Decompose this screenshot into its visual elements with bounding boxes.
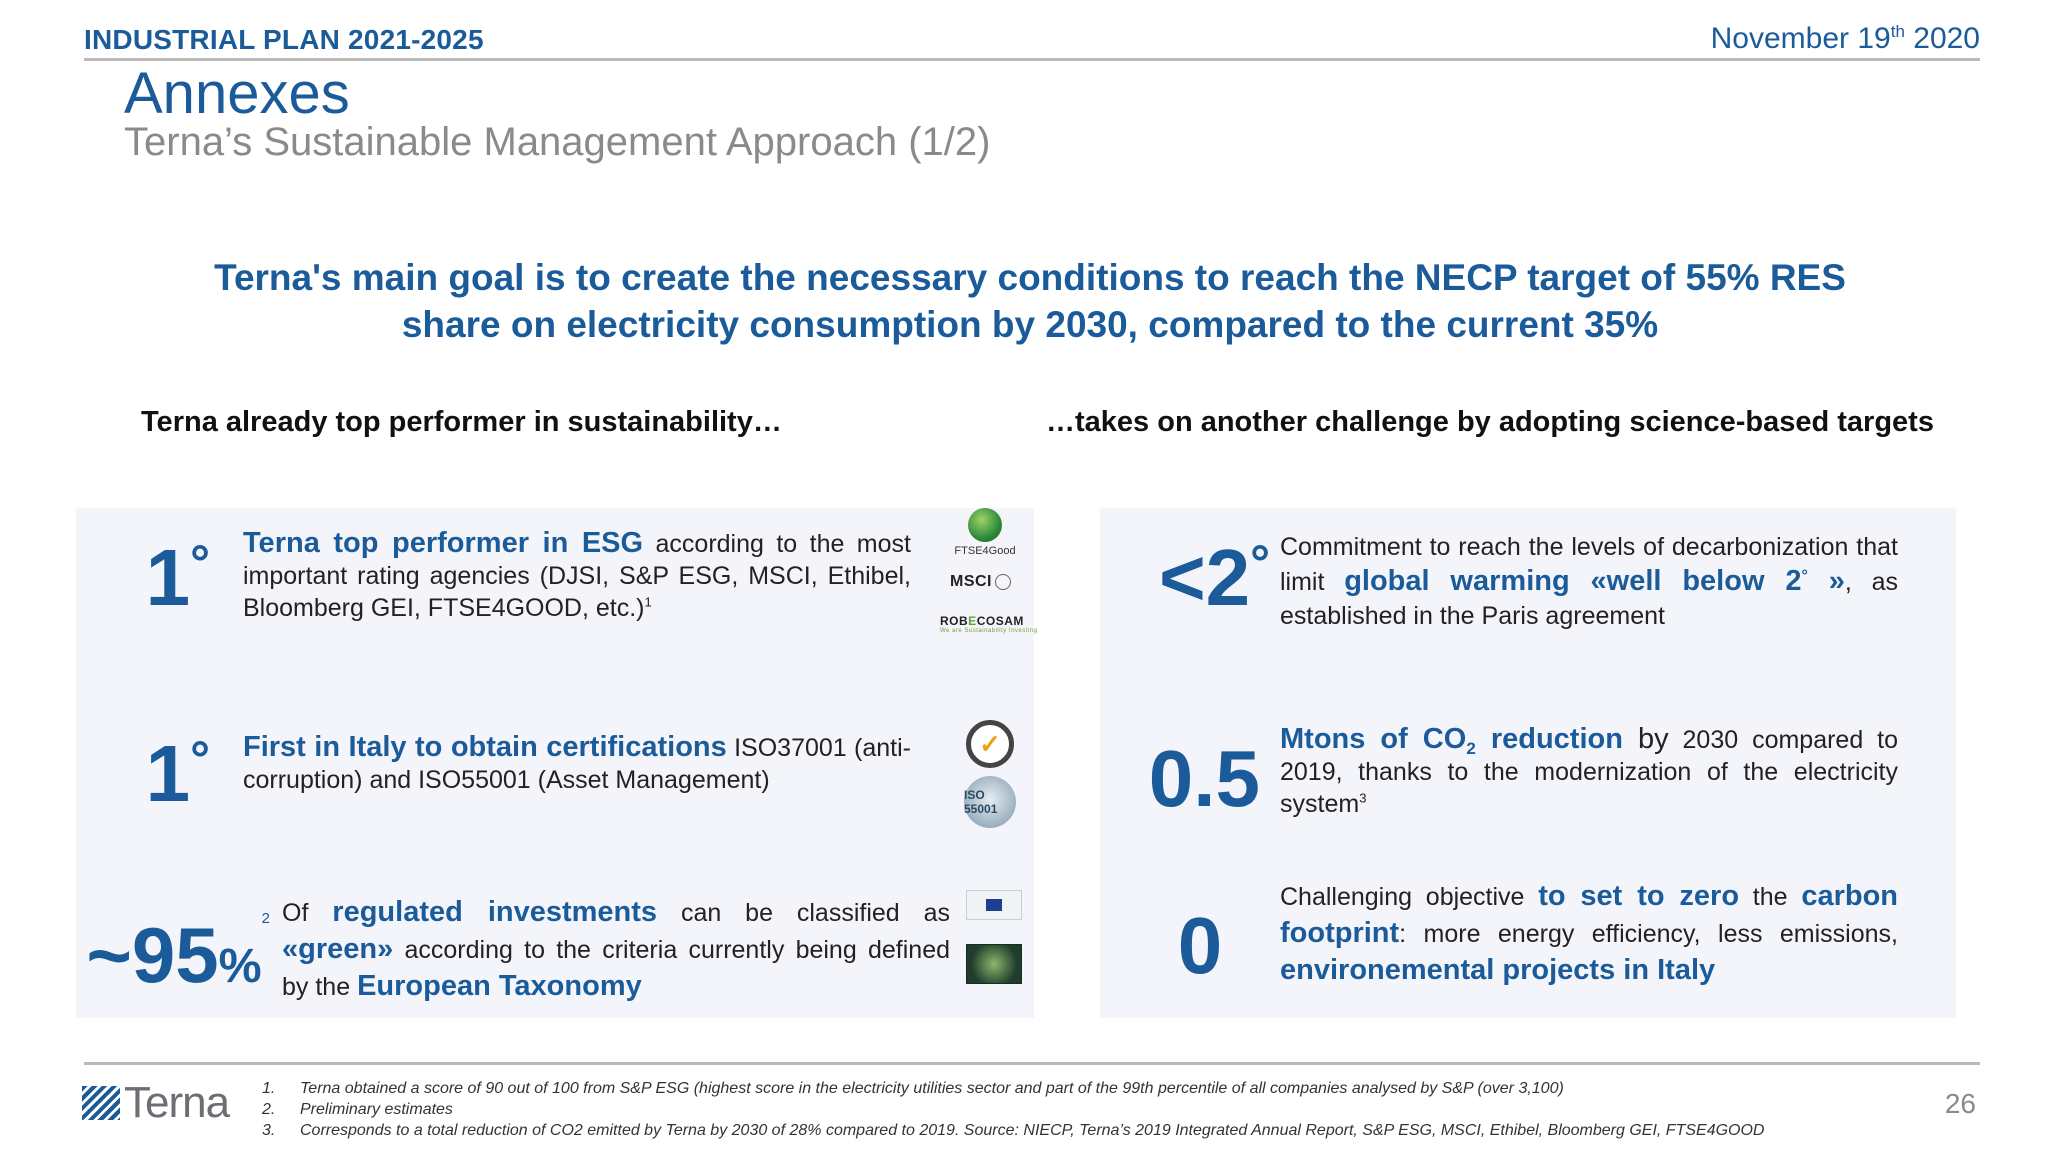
esg-performer-text: Terna top performer in ESG according to the most important rating agencies (DJSI, S&P ESG, MSCI, Ethibel, Bloomberg GEI, FTSE4GOOD, etc.)$^1$ xyxy=(243,527,911,622)
footnotes xyxy=(262,1078,1764,1141)
co2-reduction-text: Mtons of $CO_2$ reduction by 2030 compared to 2019, thanks to the modernization of the electricity system$^3$ xyxy=(1280,723,1899,818)
presentation-date xyxy=(1711,22,1980,56)
green-investment-figure: ~95%$^2$ xyxy=(86,910,270,999)
esg-rank-figure: 1° xyxy=(145,533,210,622)
carbon-footprint-text: Challenging objective to set to zero the carbon footprint: more energy efficiency, less emissions, environemental projects in Italy xyxy=(1280,880,1898,986)
left-column-heading: Terna already top performer in sustainability… xyxy=(141,406,782,438)
page-subtitle: Terna’s Sustainable Management Approach (1/2) xyxy=(124,120,991,164)
header-divider xyxy=(84,58,1980,61)
footer-divider xyxy=(84,1062,1980,1065)
msci-emblem-icon xyxy=(995,574,1011,590)
iso37001-badge-icon: ✓ xyxy=(966,720,1014,768)
date-ordinal: th xyxy=(1890,22,1905,41)
msci-logo: MSCI xyxy=(950,573,1011,591)
page-number: 26 xyxy=(1944,1088,1976,1119)
warming-target-text: Commitment to reach the levels of decarbonization that limit global warming «well below 2° », as established in the Paris agreement xyxy=(1280,533,1899,630)
right-column-heading: …takes on another challenge by adopting science-based targets xyxy=(1046,406,1934,438)
eu-taxonomy-image xyxy=(966,944,1022,984)
terna-logo: Terna xyxy=(82,1078,229,1128)
robecosam-logo: ROBECOSAM We are Sustainability Investing xyxy=(940,614,1038,634)
date-year: 2020 xyxy=(1904,22,1980,55)
page-title: Annexes xyxy=(124,61,350,126)
globe-icon xyxy=(968,508,1002,542)
main-goal-line-1: Terna's main goal is to create the necessary conditions to reach the NECP target of 55% RES xyxy=(214,257,1846,298)
co2-reduction-figure: 0.5 xyxy=(1148,734,1260,823)
footnote-2: 2. Preliminary estimates xyxy=(262,1101,453,1118)
certification-text: First in Italy to obtain certifications ISO37001 (anti-corruption) and ISO55001 (Asset Management) xyxy=(243,731,911,794)
certification-rank-figure: 1° xyxy=(145,729,210,818)
warming-target-figure: <2° xyxy=(1158,533,1270,622)
date-day: November 19 xyxy=(1710,22,1891,55)
main-goal-statement xyxy=(100,254,1960,348)
carbon-footprint-figure: 0 xyxy=(1177,901,1223,990)
plan-title: INDUSTRIAL PLAN 2021-2025 xyxy=(84,24,484,55)
green-investment-text: Of regulated investments can be classified as «green» according to the criteria currently being defined by the European Taxonomy xyxy=(282,896,950,1002)
eu-flag-icon xyxy=(966,890,1022,920)
ftse4good-logo: FTSE4Good xyxy=(950,508,1020,557)
footnote-3: 3. Corresponds to a total reduction of CO2 emitted by Terna by 2030 of 28% compared to 2019. Source: NIECP, Terna’s 2019 Integrated Annual Report, S&P ESG, MSCI, Ethibel, Bloomberg GEI, FTSE4GOOD xyxy=(262,1122,1765,1139)
footnote-1: 1. Terna obtained a score of 90 out of 100 from S&P ESG (highest score in the electricity utilities sector and part of the 99th percentile of all companies analysed by S&P (over 3,100) xyxy=(262,1080,1564,1097)
terna-mark-icon xyxy=(82,1086,120,1120)
main-goal-line-2: share on electricity consumption by 2030, compared to the current 35% xyxy=(401,304,1659,345)
iso55001-badge-icon: ISO 55001 xyxy=(964,776,1016,828)
